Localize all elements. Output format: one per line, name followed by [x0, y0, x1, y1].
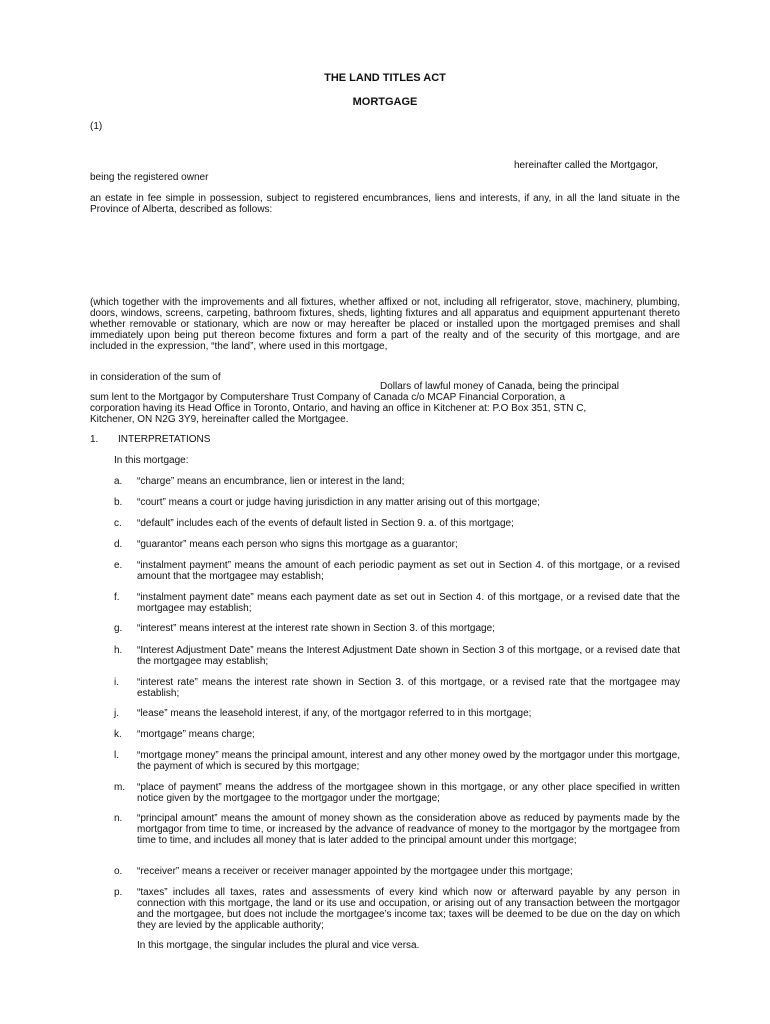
definition-letter: h. — [114, 645, 123, 656]
definition-letter: c. — [114, 518, 122, 529]
improvements-paragraph: (which together with the improvements and all fixtures, whether affixed or not, including all refrigerator, stove, machinery, plumbing, doors, windows, screens, carpeting, bathroom fixtures, sheds, lighting fixtures and all apparatus and equipment appurtenant thereto whether removable or stationary, which are now or may hereafter be placed or installed upon the mortgaged premises and shall immediately upon being put thereon become fixtures and form a part of the realty and of the security of this mortgage, and are included in the expression, “the land”, where used in this mortgage, — [90, 297, 680, 352]
definition-letter: a. — [114, 476, 123, 487]
definition-text: “default” includes each of the events of default listed in Section 9. a. of this mortgage; — [137, 518, 514, 529]
definition-text: “instalment payment date” means each payment date as set out in Section 4. of this mortgage, or a revised date that the mortgagee may establish; — [137, 592, 680, 614]
definition-text: “interest rate” means the interest rate shown in Section 3. of this mortgage, or a revised rate that the mortgagee may establish; — [137, 677, 680, 699]
definition-letter: i. — [114, 677, 119, 688]
definition-text: “lease” means the leasehold interest, if any, of the mortgagor referred to in this mortgage; — [137, 708, 532, 719]
definition-text: “court” means a court or judge having jurisdiction in any matter arising out of this mortgage; — [137, 497, 540, 508]
definition-letter: n. — [114, 813, 123, 824]
section-number: 1. — [90, 434, 99, 445]
registered-owner-label: being the registered owner — [90, 172, 209, 183]
definition-text: “place of payment” means the address of the mortgagee shown in this mortgage, or any other place specified in written notice given by the mortgagee to the mortgagor under the mortgage; — [137, 782, 680, 804]
document-subtitle: MORTGAGE — [352, 96, 418, 108]
lender-line: Kitchener, ON N2G 3Y9, hereinafter called the Mortgagee. — [90, 414, 349, 425]
definition-text: “mortgage” means charge; — [137, 729, 255, 740]
lender-line: sum lent to the Mortgagor by Computershare Trust Company of Canada c/o MCAP Financial Corporation, a — [90, 392, 566, 403]
consideration-label: in consideration of the sum of — [90, 372, 221, 383]
definition-letter: g. — [114, 623, 123, 634]
dollars-label: Dollars of lawful money of Canada, being the principal — [380, 381, 620, 392]
definition-text: “charge” means an encumbrance, lien or interest in the land; — [137, 476, 405, 487]
definition-letter: j. — [114, 708, 119, 719]
closing-sentence: In this mortgage, the singular includes the plural and vice versa. — [137, 940, 420, 951]
definition-letter: m. — [114, 782, 126, 793]
definition-text: “receiver” means a receiver or receiver manager appointed by the mortgagee under this mortgage; — [137, 866, 573, 877]
definition-letter: o. — [114, 866, 123, 877]
definition-text: “mortgage money” means the principal amount, interest and any other money owed by the mortgagor under this mortgage, the payment of which is secured by this mortgage; — [137, 750, 680, 772]
definition-letter: k. — [114, 729, 122, 740]
section-heading: INTERPRETATIONS — [118, 434, 211, 445]
definition-letter: l. — [114, 750, 119, 761]
definition-letter: d. — [114, 539, 123, 550]
definition-letter: e. — [114, 560, 123, 571]
definition-letter: p. — [114, 887, 123, 898]
definition-letter: b. — [114, 497, 123, 508]
mortgagor-reference: (1) — [90, 121, 103, 132]
definition-text: “Interest Adjustment Date” means the Interest Adjustment Date shown in Section 3 of this mortgage, or a revised date that the mortgagee may establish; — [137, 645, 680, 667]
lender-line: corporation having its Head Office in Toronto, Ontario, and having an office in Kitchener at: P.O Box 351, STN C, — [90, 403, 587, 414]
definition-letter: f. — [114, 592, 120, 603]
definition-text: “instalment payment” means the amount of each periodic payment as set out in Section 4. of this mortgage, or a revised amount that the mortgagee may establish; — [137, 560, 680, 582]
definition-text: “principal amount” means the amount of money shown as the consideration above as reduced by payments made by the mortgagor from time to time, or increased by the advance of readvance of money to the mortgagor by the mortgagee from time to time, and includes all money that is later added to the principal amount under this mortgage; — [137, 813, 680, 846]
definitions-intro: In this mortgage: — [114, 455, 189, 466]
definition-text: “taxes” includes all taxes, rates and assessments of every kind which now or afterward payable by any person in connection with this mortgage, the land or its use and occupation, or arising out of any transaction between the mortgagor and the mortgagee, but does not include the mortgagee’s income tax; taxes will be deemed to be due on the day on which they are levied by the applicable authority; — [137, 887, 680, 931]
definition-text: “interest” means interest at the interest rate shown in Section 3. of this mortgage; — [137, 623, 495, 634]
document-title: THE LAND TITLES ACT — [324, 72, 446, 84]
mortgagor-label: hereinafter called the Mortgagor, — [514, 160, 658, 171]
definition-text: “guarantor” means each person who signs this mortgage as a guarantor; — [137, 539, 458, 550]
estate-paragraph: an estate in fee simple in possession, subject to registered encumbrances, liens and interests, if any, in all the land situate in the Province of Alberta, described as follows: — [90, 193, 680, 215]
